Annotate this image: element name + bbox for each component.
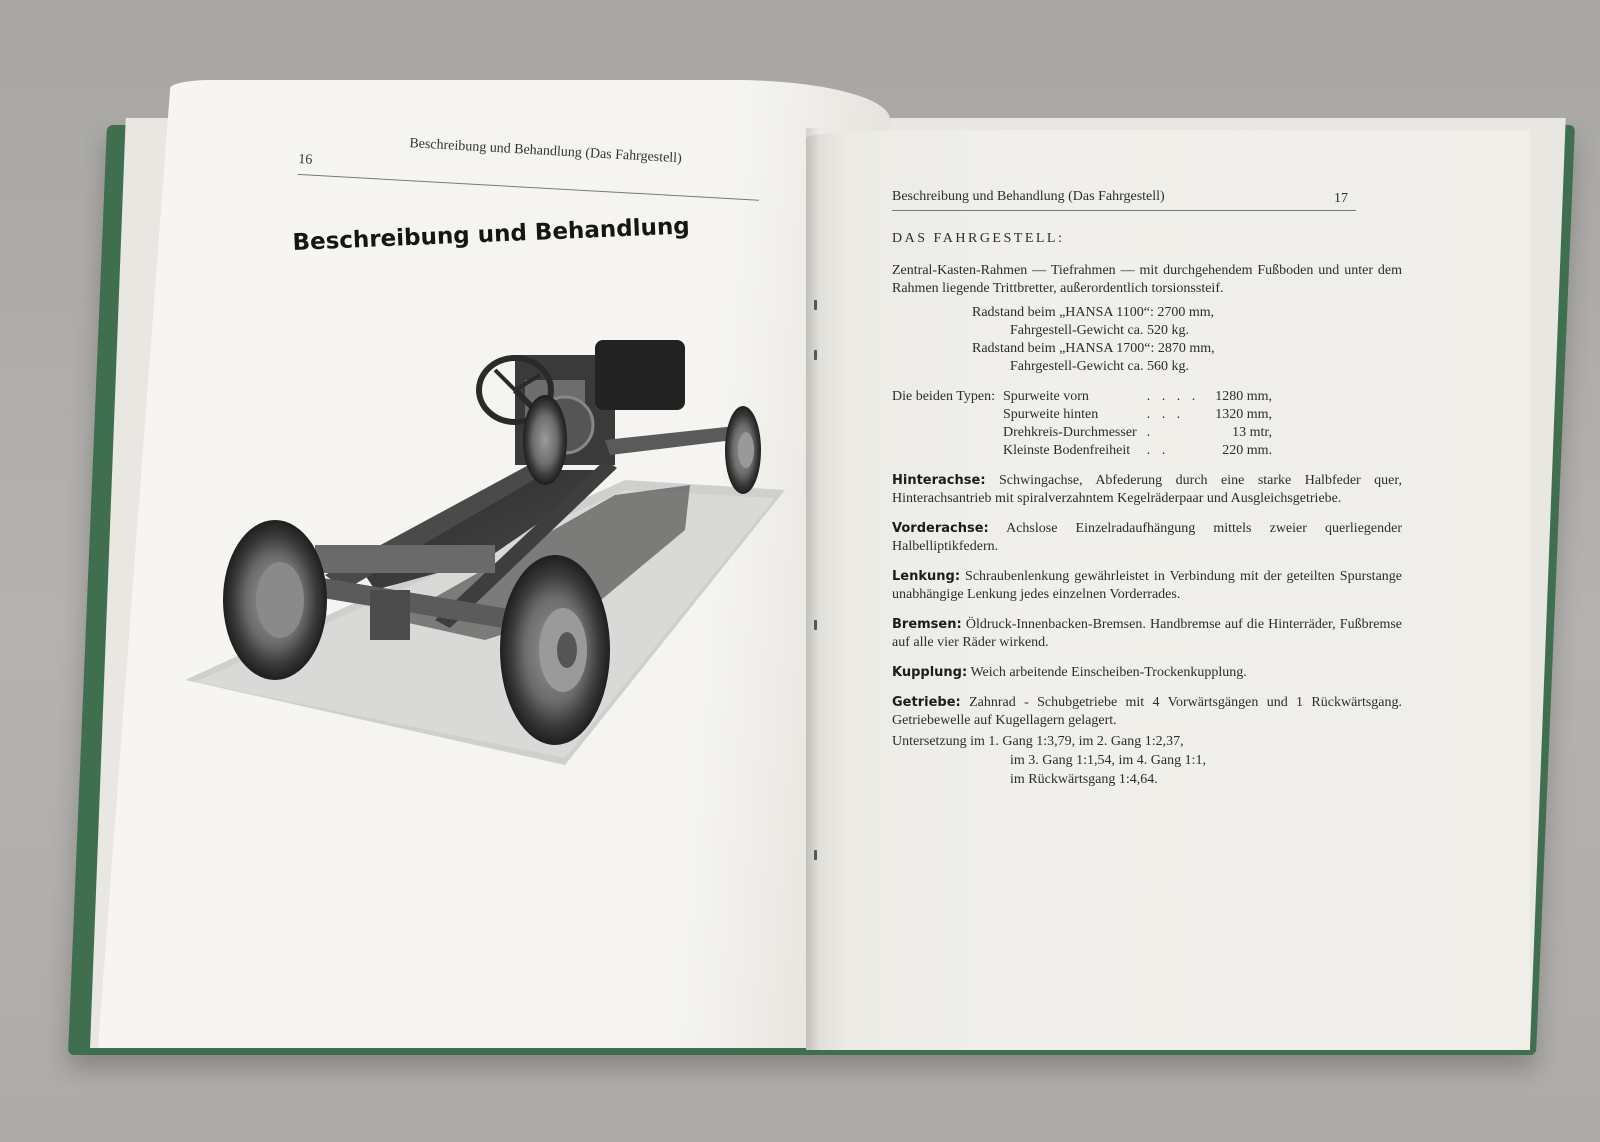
section-keyword: Bremsen: — [892, 617, 962, 632]
spec-value: 1320 mm, — [1215, 407, 1272, 422]
section-heading: DAS FAHRGESTELL: — [892, 231, 1065, 246]
wheelbase-block — [892, 304, 1402, 376]
section-text: Achslose Einzelradaufhängung mittels zweier querliegender Halbelliptikfedern. — [892, 521, 1402, 554]
types-spec-table — [892, 388, 1272, 460]
wheelbase-line: Fahrgestell-Gewicht ca. 520 kg. — [1010, 323, 1189, 338]
spec-label: Spurweite hinten — [1002, 407, 1099, 422]
spec-row — [892, 424, 1272, 442]
types-label: Die beiden Typen: — [892, 389, 995, 404]
spec-dots: . . . — [1146, 407, 1185, 422]
section-keyword: Kupplung: — [892, 665, 968, 680]
section-keyword: Lenkung: — [892, 569, 961, 584]
section-getriebe — [892, 694, 1402, 730]
spec-row — [892, 406, 1272, 424]
binding-stitch — [814, 850, 817, 860]
wheelbase-line: Radstand beim „HANSA 1700“: 2870 mm, — [972, 341, 1215, 356]
section-text: Schwingachse, Abfederung durch eine starke Halbfeder quer, Hinterachsantrieb mit spiralverzahntem Kegelräderpaar und Ausgleichsgetriebe. — [892, 473, 1402, 506]
binding-stitch — [814, 300, 817, 310]
section-keyword: Vorderachse: — [892, 521, 989, 536]
section-text: Öldruck-Innenbacken-Bremsen. Handbremse auf die Hinterräder, Fußbremse auf alle vier Räder wirkend. — [892, 617, 1403, 650]
section-vorderachse — [892, 520, 1402, 556]
spec-row — [892, 442, 1272, 460]
section-kupplung — [892, 664, 1402, 682]
intro-paragraph: Zentral-Kasten-Rahmen — Tiefrahmen — mit durchgehendem Fußboden und unter dem Rahmen liegende Trittbretter, außerordentlich torsionssteif. — [892, 263, 1402, 296]
spec-value: 13 mtr, — [1232, 425, 1272, 440]
section-lenkung — [892, 568, 1402, 604]
spec-dots: . . — [1146, 443, 1170, 458]
section-keyword: Getriebe: — [892, 695, 961, 710]
gear-ratio-line: im Rückwärtsgang 1:4,64. — [1010, 772, 1158, 787]
section-text: Weich arbeitende Einscheiben-Trockenkupplung. — [970, 665, 1247, 680]
wheelbase-line: Radstand beim „HANSA 1100“: 2700 mm, — [972, 305, 1215, 320]
spec-value: 220 mm. — [1222, 443, 1272, 458]
binding-stitch — [814, 620, 817, 630]
gear-ratio-line: im 3. Gang 1:1,54, im 4. Gang 1:1, — [1010, 753, 1206, 768]
right-page-header — [892, 188, 1356, 214]
page-title: Beschreibung und Behandlung — [292, 213, 691, 256]
wheelbase-line: Fahrgestell-Gewicht ca. 560 kg. — [1010, 359, 1189, 374]
left-running-title: Beschreibung und Behandlung (Das Fahrgestell) — [408, 136, 683, 167]
chassis-illustration — [185, 320, 805, 780]
section-text: Schraubenlenkung gewährleistet in Verbindung mit der geteilten Spurstange unabhängige Lenkung jedes einzelnen Vorderrades. — [892, 569, 1402, 602]
binding-stitch — [814, 350, 817, 360]
spec-value: 1280 mm, — [1215, 389, 1272, 404]
spec-row — [892, 388, 1272, 406]
spec-label: Kleinste Bodenfreiheit — [1002, 443, 1131, 458]
spec-label: Drehkreis-Durchmesser — [1002, 425, 1137, 440]
book-gutter — [806, 128, 820, 1050]
section-hinterachse — [892, 472, 1402, 508]
right-page-body — [892, 230, 1402, 789]
section-bremsen — [892, 616, 1402, 652]
right-running-title: Beschreibung und Behandlung (Das Fahrgestell) — [892, 189, 1165, 204]
left-page-number: 16 — [297, 151, 313, 168]
section-text: Zahnrad - Schubgetriebe mit 4 Vorwärtsgängen und 1 Rückwärtsgang. Getriebewelle auf Kugellagern gelagert. — [892, 695, 1402, 728]
spec-dots: . — [1146, 425, 1155, 440]
spec-label: Spurweite vorn — [1002, 389, 1089, 404]
gear-ratio-line: Untersetzung im 1. Gang 1:3,79, im 2. Gang 1:2,37, — [892, 734, 1184, 749]
header-rule — [892, 210, 1356, 211]
right-page-number: 17 — [1334, 191, 1348, 206]
spec-dots: . . . . — [1146, 389, 1200, 404]
section-keyword: Hinterachse: — [892, 473, 986, 488]
